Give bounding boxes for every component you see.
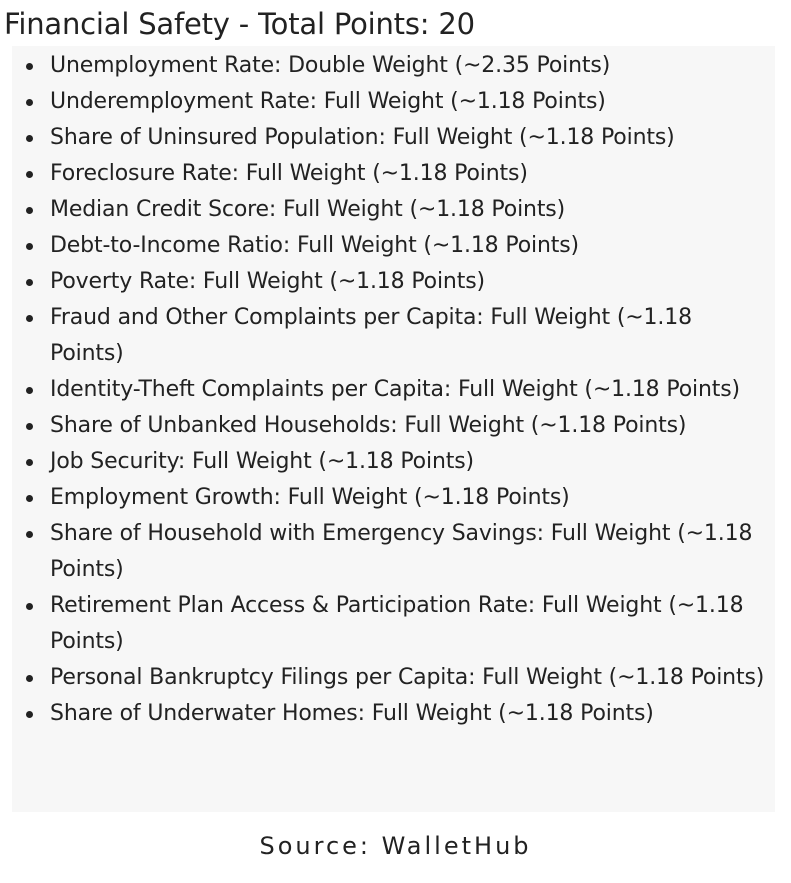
bullet-icon	[26, 279, 33, 286]
list-item-text: Retirement Plan Access & Participation Rate: Full Weight (~1.18 Points)	[50, 593, 744, 654]
list-item	[12, 48, 775, 84]
list-item-text: Share of Underwater Homes: Full Weight (~1.18 Points)	[50, 701, 654, 726]
list-item	[12, 120, 775, 156]
bullet-icon	[26, 459, 33, 466]
bullet-icon	[26, 423, 33, 430]
bullet-icon	[26, 63, 33, 70]
list-item-text: Share of Uninsured Population: Full Weight (~1.18 Points)	[50, 125, 675, 150]
list-item	[12, 480, 775, 516]
list-item	[12, 264, 775, 300]
list-item-text: Personal Bankruptcy Filings per Capita: Full Weight (~1.18 Points)	[50, 665, 765, 690]
list-item-text: Median Credit Score: Full Weight (~1.18 Points)	[50, 197, 566, 222]
bullet-icon	[26, 243, 33, 250]
list-item	[12, 84, 775, 120]
list-item-text: Employment Growth: Full Weight (~1.18 Points)	[50, 485, 570, 510]
list-item-text: Unemployment Rate: Double Weight (~2.35 Points)	[50, 53, 611, 78]
source-caption: Source: WalletHub	[259, 832, 532, 860]
bullet-icon	[26, 99, 33, 106]
list-item	[12, 228, 775, 264]
list-item-text: Poverty Rate: Full Weight (~1.18 Points)	[50, 269, 485, 294]
list-item-text: Share of Household with Emergency Savings: Full Weight (~1.18 Points)	[50, 521, 753, 582]
list-item-text: Share of Unbanked Households: Full Weight (~1.18 Points)	[50, 413, 687, 438]
list-item-text: Identity-Theft Complaints per Capita: Full Weight (~1.18 Points)	[50, 377, 740, 402]
list-item	[12, 588, 775, 660]
list-item	[12, 192, 775, 228]
list-item-text: Debt-to-Income Ratio: Full Weight (~1.18 Points)	[50, 233, 579, 258]
bullet-icon	[26, 675, 33, 682]
bullet-icon	[26, 531, 33, 538]
list-item-text: Underemployment Rate: Full Weight (~1.18 Points)	[50, 89, 606, 114]
bullet-icon	[26, 207, 33, 214]
bullet-icon	[26, 495, 33, 502]
bullet-icon	[26, 603, 33, 610]
list-item	[12, 300, 775, 372]
bullet-icon	[26, 387, 33, 394]
bullet-icon	[26, 171, 33, 178]
list-item	[12, 516, 775, 588]
list-item	[12, 372, 775, 408]
page-title: Financial Safety - Total Points: 20	[4, 7, 475, 41]
bullet-icon	[26, 315, 33, 322]
list-item-text: Fraud and Other Complaints per Capita: Full Weight (~1.18 Points)	[50, 305, 692, 366]
criteria-panel	[12, 46, 775, 812]
list-item	[12, 444, 775, 480]
list-item	[12, 408, 775, 444]
bullet-icon	[26, 711, 33, 718]
list-item-text: Job Security: Full Weight (~1.18 Points)	[50, 449, 474, 474]
list-item	[12, 696, 775, 732]
list-item	[12, 156, 775, 192]
list-item	[12, 660, 775, 696]
bullet-icon	[26, 135, 33, 142]
list-item-text: Foreclosure Rate: Full Weight (~1.18 Points)	[50, 161, 528, 186]
criteria-list	[12, 46, 775, 732]
